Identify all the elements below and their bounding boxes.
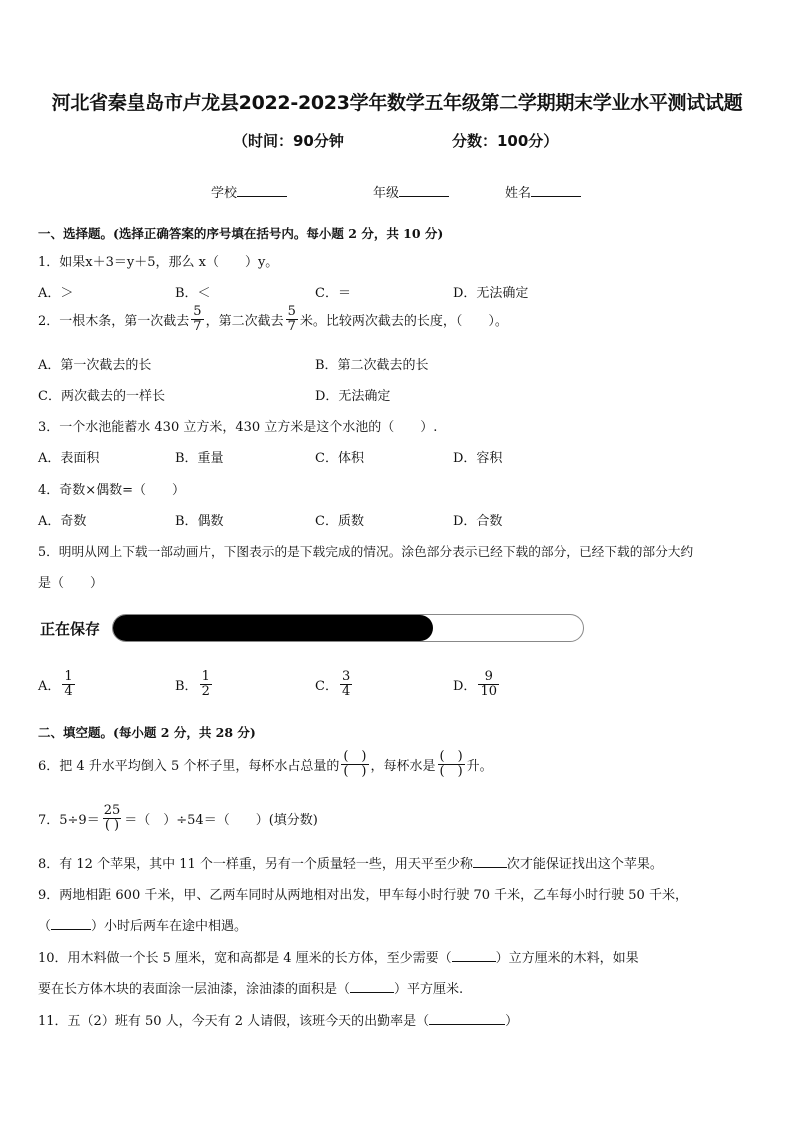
page-title: 河北省秦皇岛市卢龙县2022-2023学年数学五年级第二学期期末学业水平测试试题 [51,92,743,114]
question-3: 3．一个水池能蓄水 430 立方米，430 立方米是这个水池的（ ）. [38,420,438,435]
download-label: 正在保存 [40,620,101,638]
q4-option-c: C．质数 [315,514,364,529]
section-2-title: 二、填空题。(每小题 2 分，共 28 分) [38,725,256,740]
q5-option-c: C． $\frac{3}{4}$ [315,669,351,699]
question-7: 7．5÷9＝ $\frac{25}{( )}$ ＝（ ）÷54＝（ ）(填分数) [38,803,318,833]
fraction: $\frac{5}{7}$ [287,304,296,334]
q2-option-a: A．第一次截去的长 [38,358,152,373]
q3-option-c: C．体积 [315,451,364,466]
q1-option-c: C．＝ [315,286,351,301]
question-1: 1．如果x＋3＝y＋5，那么 x（ ）y。 [38,255,279,270]
question-5-line2: 是（ ） [38,576,104,591]
q1-option-d: D．无法确定 [453,286,529,301]
q2-option-d: D．无法确定 [315,389,391,404]
q3-option-d: D．容积 [453,451,503,466]
total-score: 分数：100分） [452,132,559,150]
question-10: 10．用木料做一个长 5 厘米，宽和高都是 4 厘米的长方体，至少需要（ ）立方厘米的木料，如果 [38,951,639,966]
question-11: 11．五（2）班有 50 人，今天有 2 人请假，该班今天的出勤率是（ ） [38,1014,519,1029]
fraction: $\frac{5}{7}$ [193,304,202,334]
q1-option-b: B．＜ [175,286,211,301]
download-progress-bar [112,614,584,642]
question-6: 6．把 4 升水平均倒入 5 个杯子里，每杯水占总量的 $\frac{( )}{( )}$ ，每杯水是 $\frac{( )}{( )}$ 升。 [38,749,493,779]
question-8: 8．有 12 个苹果，其中 11 个一样重，另有一个质量轻一些，用天平至少称 次才能保证找出这个苹果。 [38,857,663,872]
question-5: 5．明明从网上下载一部动画片，下图表示的是下载完成的情况。涂色部分表示已经下载的部分，已经下载的部分大约 [38,544,694,559]
time-limit: （时间：90分钟 [233,132,344,150]
q3-option-b: B．重量 [175,451,224,466]
q5-option-b: B． $\frac{1}{2}$ [175,669,210,699]
q5-option-a: A． $\frac{1}{4}$ [38,669,73,699]
q4-option-d: D．合数 [453,514,503,529]
q2-option-b: B．第二次截去的长 [315,358,429,373]
question-9-line2: （ ）小时后两车在途中相遇。 [38,919,248,934]
name-field: 姓名 [505,182,581,201]
download-progress-fill [113,615,433,641]
school-field: 学校 [211,182,287,201]
grade-field: 年级 [373,182,449,201]
q3-option-a: A．表面积 [38,451,100,466]
q5-option-d: D． $\frac{9}{10}$ [453,669,497,699]
q4-option-a: A．奇数 [38,514,87,529]
q4-option-b: B．偶数 [175,514,224,529]
q2-option-c: C．两次截去的一样长 [38,389,165,404]
q1-option-a: A．＞ [38,286,74,301]
question-9: 9．两地相距 600 千米，甲、乙两车同时从两地相对出发，甲车每小时行驶 70 千米，乙车每小时行驶 50 千米， [38,888,688,903]
question-4: 4．奇数×偶数=（ ） [38,483,186,498]
question-10-line2: 要在长方体木块的表面涂一层油漆，涂油漆的面积是（ ）平方厘米. [38,982,464,997]
section-1-title: 一、选择题。(选择正确答案的序号填在括号内。每小题 2 分，共 10 分) [38,226,444,241]
question-2: 2．一根木条，第一次截去 $\frac{5}{7}$ ，第二次截去 $\frac{5}{7}$ 米。比较两次截去的长度，（ ）。 [38,304,508,334]
